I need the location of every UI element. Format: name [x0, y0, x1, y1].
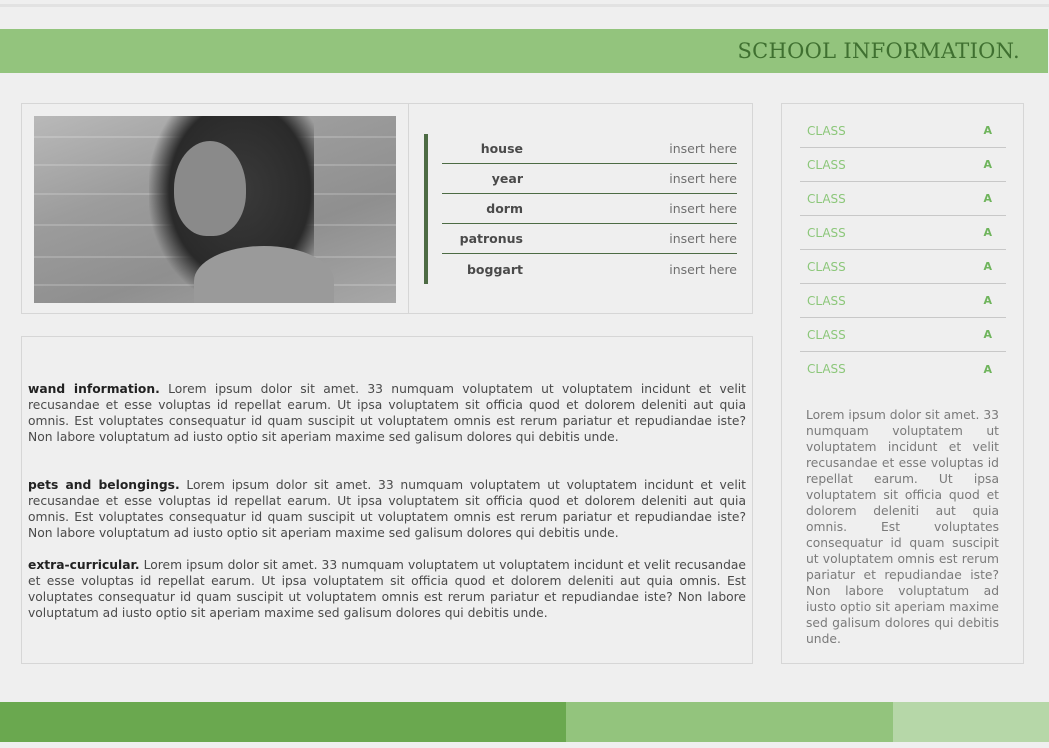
pets-belongings-section [28, 477, 746, 541]
photo-panel [21, 103, 409, 314]
section-text: Lorem ipsum dolor sit amet. 33 numquam voluptatem ut voluptatem incidunt et velit recusandae et esse voluptas id repellat earum. Ut ipsa voluptatem sit officia quod et dolorem deleniti aut quia omnis. Est voluptates consequatur id quam suscipit ut voluptatem omnis est rerum pariatur et repudiandae iste? Non labore voluptatum ad iusto optio sit aperiam maxime sed galisum dolores qui debitis unde. [28, 558, 746, 620]
classes-panel [781, 103, 1024, 664]
class-row [800, 284, 1006, 318]
field-label: boggart [466, 261, 523, 277]
class-list [800, 114, 1006, 386]
section-heading: extra-curricular. [28, 558, 140, 572]
field-value: insert here [669, 231, 737, 246]
section-heading: pets and belongings. [28, 478, 180, 492]
class-name: CLASS [807, 157, 846, 172]
field-value: insert here [669, 201, 737, 216]
footer-band-mid [566, 702, 893, 742]
class-row [800, 352, 1006, 386]
footer-band-dark [0, 702, 566, 742]
class-grade: A [983, 226, 992, 239]
field-row-house [442, 134, 737, 164]
class-row [800, 250, 1006, 284]
class-name: CLASS [807, 259, 846, 274]
page-title: SCHOOL INFORMATION. [737, 39, 1020, 63]
details-panel [21, 336, 753, 664]
class-grade: A [983, 158, 992, 171]
wand-information-section [28, 381, 746, 445]
class-grade: A [983, 192, 992, 205]
class-grade: A [983, 362, 992, 376]
section-text: Lorem ipsum dolor sit amet. 33 numquam voluptatem ut voluptatem incidunt et velit recusandae et esse voluptas id repellat earum. Ut ipsa voluptatem sit officia quod et dolorem deleniti aut quia omnis. Est voluptates consequatur id quam suscipit ut voluptatem omnis est rerum pariatur et repudiandae iste? Non labore voluptatum ad iusto optio sit aperiam maxime sed galisum dolores qui debitis unde. [28, 478, 746, 540]
header-banner [0, 29, 1048, 73]
extra-curricular-section [28, 557, 746, 621]
accent-bar [424, 134, 428, 284]
class-name: CLASS [807, 191, 846, 206]
field-label: patronus [459, 231, 523, 246]
class-grade: A [983, 294, 992, 307]
class-name: CLASS [807, 362, 846, 376]
field-label: dorm [486, 201, 523, 216]
class-row [800, 216, 1006, 250]
profile-fields [442, 134, 737, 284]
field-value: insert here [669, 141, 737, 156]
class-row [800, 148, 1006, 182]
section-heading: wand information. [28, 382, 160, 396]
class-row [800, 318, 1006, 352]
top-rule [0, 4, 1049, 7]
footer-band-light [893, 702, 1049, 742]
field-value: insert here [669, 261, 737, 277]
class-name: CLASS [807, 293, 846, 308]
class-name: CLASS [807, 225, 846, 240]
class-name: CLASS [807, 123, 846, 138]
class-grade: A [983, 124, 992, 137]
field-value: insert here [669, 171, 737, 186]
field-label: year [491, 171, 523, 186]
field-row-dorm [442, 194, 737, 224]
class-grade: A [983, 328, 992, 341]
class-row [800, 182, 1006, 216]
section-text: Lorem ipsum dolor sit amet. 33 numquam voluptatem ut voluptatem incidunt et velit recusandae et esse voluptas id repellat earum. Ut ipsa voluptatem sit officia quod et dolorem deleniti aut quia omnis. Est voluptates consequatur id quam suscipit ut voluptatem omnis est rerum pariatur et repudiandae iste? Non labore voluptatum ad iusto optio sit aperiam maxime sed galisum dolores qui debitis unde. [28, 382, 746, 444]
class-row [800, 114, 1006, 148]
field-row-year [442, 164, 737, 194]
portrait-photo [34, 116, 396, 303]
side-notes: Lorem ipsum dolor sit amet. 33 numquam voluptatem ut voluptatem incidunt et velit recusandae et esse voluptas id repellat earum. Ut ipsa voluptatem sit officia quod et dolorem deleniti aut quia omnis. Est voluptates consequatur id quam suscipit ut voluptatem omnis est rerum pariatur et repudiandae iste? Non labore voluptatum ad iusto optio sit aperiam maxime sed galisum dolores qui debitis unde. [806, 408, 999, 646]
field-label: house [480, 141, 523, 156]
class-grade: A [983, 260, 992, 273]
field-row-boggart [442, 254, 737, 284]
class-name: CLASS [807, 327, 846, 342]
field-row-patronus [442, 224, 737, 254]
profile-info-panel [408, 103, 753, 314]
